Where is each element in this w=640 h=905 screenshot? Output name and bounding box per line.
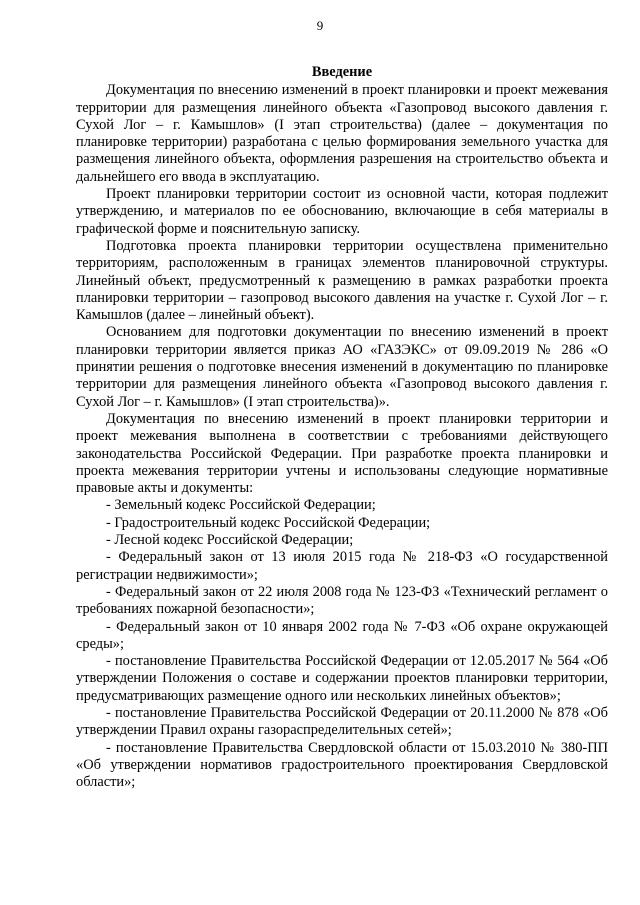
- paragraph-intro: Документация по внесению изменений в проект планировки и проект межевания территории для размещения линейного объекта «Газопровод высокого давления г. Сухой Лог – г. Камышлов» (I этап строительства) (далее – документация по планировке территории) разработана с целью формирования земельного участка для размещения линейного объекта, оформления разрешения на строительство объекта и дальнейшего его ввода в эксплуатацию.: [76, 82, 608, 185]
- list-item-law-218: - Федеральный закон от 13 июля 2015 года № 218-ФЗ «О государственной регистрации недвижимости»;: [76, 549, 608, 583]
- list-item-land-code: - Земельный кодекс Российской Федерации;: [106, 497, 376, 514]
- document-body: [76, 64, 608, 791]
- paragraph-composition: Проект планировки территории состоит из основной части, которая подлежит утверждению, и материалов по ее обоснованию, включающие в себя материалы в графической форме и пояснительную записку.: [76, 186, 608, 237]
- paragraph-preparation: Подготовка проекта планировки территории осуществлена применительно территориям, расположенным в границах элементов планировочной структуры. Линейный объект, предусмотренный к размещению в рамках разработки проекта планировки территории – газопровод высокого давления на участке г. Сухой Лог – г. Камышлов (далее – линейный объект).: [76, 237, 608, 324]
- list-item-decree-380: - постановление Правительства Свердловской области от 15.03.2010 № 380-ПП «Об утверждении нормативов градостроительного проектирования Свердловской области»;: [76, 739, 608, 791]
- paragraph-basis: Основанием для подготовки документации по внесению изменений в проект планировки территории является приказ АО «ГАЗЭКС» от 09.09.2019 № 286 «О принятии решения о подготовке внесения изменений в документацию по планировке территории для размещения линейного объекта «Газопровод высокого давления г. Сухой Лог – г. Камышлов» (I этап строительства)».: [76, 324, 608, 410]
- page-number: 9: [316, 18, 324, 33]
- section-heading: Введение: [311, 64, 373, 80]
- list-item-decree-878: - постановление Правительства Российской Федерации от 20.11.2000 № 878 «Об утверждении Правил охраны газораспределительных сетей»;: [76, 704, 608, 739]
- list-item-law-123: - Федеральный закон от 22 июля 2008 года № 123-ФЗ «Технический регламент о требованиях пожарной безопасности»;: [76, 583, 608, 618]
- paragraph-compliance: Документация по внесению изменений в проект планировки территории и проект межевания выполнена в соответствии с требованиями действующего законодательства Российской Федерации. При разработке проекта планировки и проекта межевания территории учтены и использованы следующие нормативные правовые акты и документы:: [76, 410, 608, 497]
- list-item-law-7: - Федеральный закон от 10 января 2002 года № 7-ФЗ «Об охране окружающей среды»;: [76, 618, 608, 652]
- list-item-decree-564: - постановление Правительства Российской Федерации от 12.05.2017 № 564 «Об утверждении Положения о составе и содержании проектов планировки территории, предусматривающих размещение одного или нескольких линейных объектов»;: [76, 653, 608, 704]
- list-item-urban-planning-code: - Градостроительный кодекс Российской Федерации;: [106, 514, 431, 531]
- list-item-forest-code: - Лесной кодекс Российской Федерации;: [106, 532, 354, 549]
